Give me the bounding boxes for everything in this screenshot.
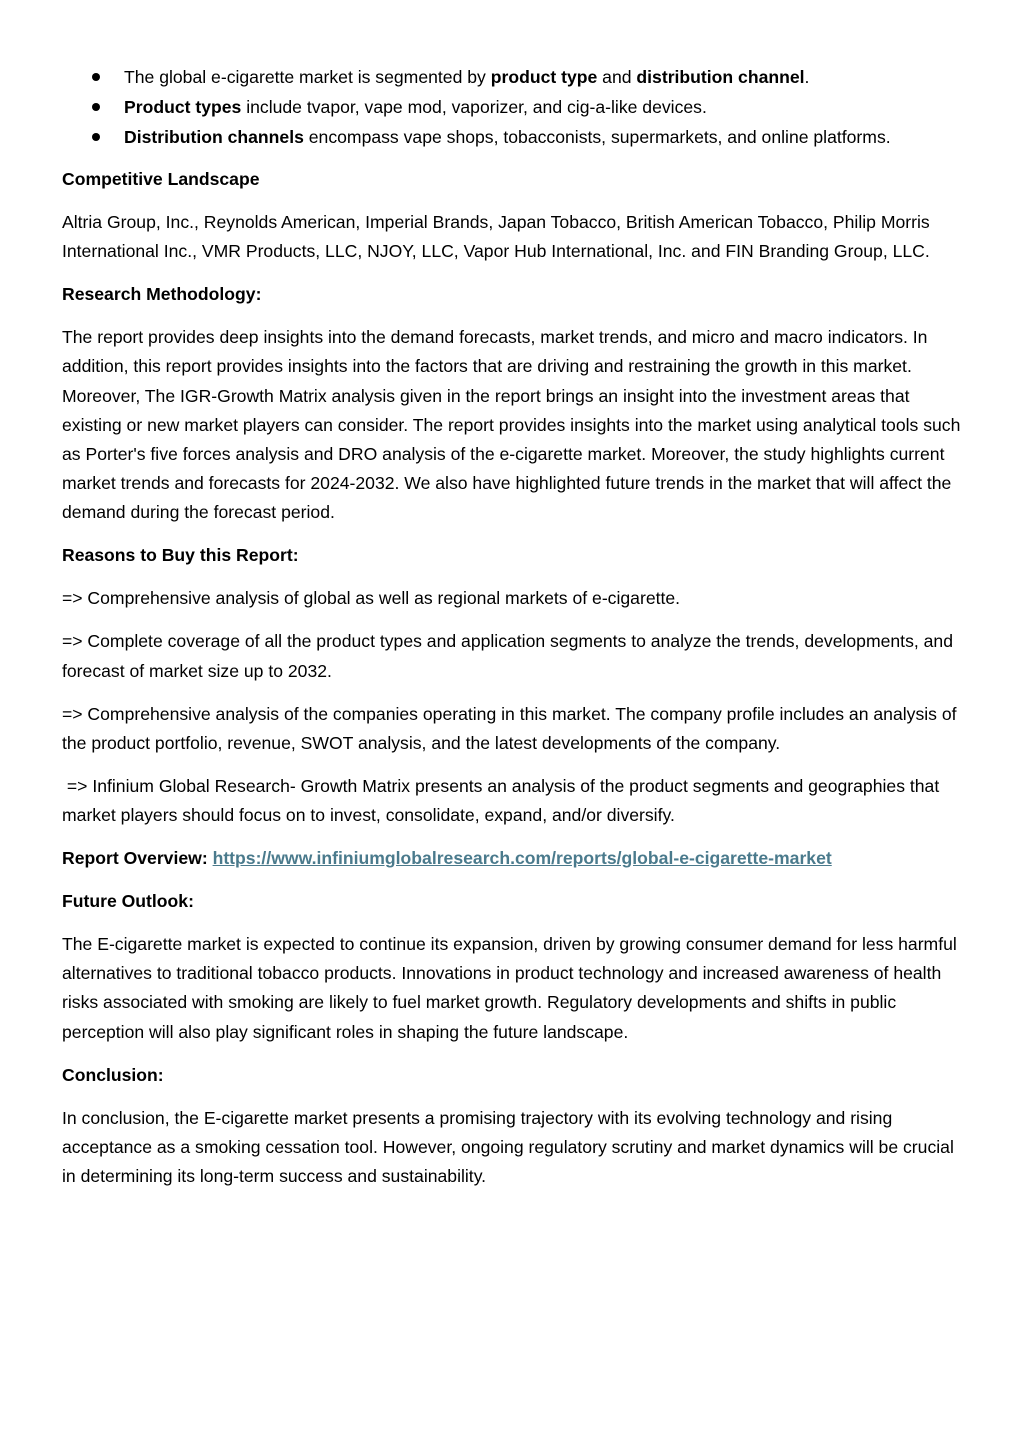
bullet-bold: distribution channel (636, 67, 805, 87)
bullet-icon (92, 133, 100, 141)
reasons-heading: Reasons to Buy this Report: (62, 545, 299, 566)
bullet-text: and (597, 67, 637, 87)
conclusion-body: In conclusion, the E-cigarette market presents a promising trajectory with its evolving technology and rising acceptance as a smoking cessation tool. However, ongoing regulatory scrutiny and market dynamics will be crucial in determining its long-term success and sustainability. (62, 1107, 954, 1187)
report-overview (62, 844, 961, 873)
report-overview-label: Report Overview: (62, 848, 213, 869)
conclusion-heading: Conclusion: (62, 1064, 164, 1085)
bullet-text: include tvapor, vape mod, vaporizer, and cig-a-like devices. (241, 97, 707, 117)
reason-item: => Comprehensive analysis of the companies operating in this market. The company profile includes an analysis of the product portfolio, revenue, SWOT analysis, and the latest developments of the company. (62, 703, 957, 753)
list-item (62, 92, 961, 122)
segmentation-list (62, 62, 961, 152)
methodology-body: The report provides deep insights into the demand forecasts, market trends, and micro and macro indicators. In addition, this report provides insights into the factors that are driving and restraining the growth in this market. Moreover, The IGR-Growth Matrix analysis given in the report brings an insight into the investment areas that existing or new market players can consider. The report provides insights into the market using analytical tools such as Porter's five forces analysis and DRO analysis of the e-cigarette market. Moreover, the study highlights current market trends and forecasts for 2024-2032. We also have highlighted future trends in the market that will affect the demand during the forecast period. (62, 327, 961, 523)
competitive-heading: Competitive Landscape (62, 169, 260, 189)
competitive-body: Altria Group, Inc., Reynolds American, Imperial Brands, Japan Tobacco, British American Tobacco, Philip Morris International Inc., VMR Products, LLC, NJOY, LLC, Vapor Hub International, Inc. and FIN Branding Group, LLC. (62, 212, 930, 262)
methodology-heading: Research Methodology: (62, 284, 262, 305)
reason-item: => Complete coverage of all the product types and application segments to analyze the trends, developments, and forecast of market size up to 2032. (62, 631, 953, 681)
list-item (62, 62, 961, 92)
bullet-bold: Product types (124, 97, 242, 117)
list-item (62, 122, 961, 152)
bullet-text: . (804, 67, 810, 87)
outlook-heading: Future Outlook: (62, 891, 194, 912)
report-overview-link[interactable]: https://www.infiniumglobalresearch.com/reports/global-e-cigarette-market (212, 848, 832, 869)
bullet-bold: product type (490, 67, 598, 87)
bullet-icon (92, 103, 100, 111)
reason-item: => Comprehensive analysis of global as well as regional markets of e-cigarette. (62, 588, 681, 609)
bullet-text: encompass vape shops, tobacconists, supermarkets, and online platforms. (303, 127, 891, 147)
bullet-icon (92, 73, 100, 81)
bullet-bold: Distribution channels (124, 127, 304, 147)
outlook-body: The E-cigarette market is expected to continue its expansion, driven by growing consumer demand for less harmful alternatives to traditional tobacco products. Innovations in product technology and increased awareness of health risks associated with smoking are likely to fuel market growth. Regulatory developments and shifts in public perception will also play significant roles in shaping the future landscape. (62, 934, 957, 1042)
bullet-text: The global e-cigarette market is segmented by (124, 67, 491, 87)
reason-item: => Infinium Global Research- Growth Matrix presents an analysis of the product segments and geographies that market players should focus on to invest, consolidate, expand, and/or diversify. (62, 775, 945, 826)
